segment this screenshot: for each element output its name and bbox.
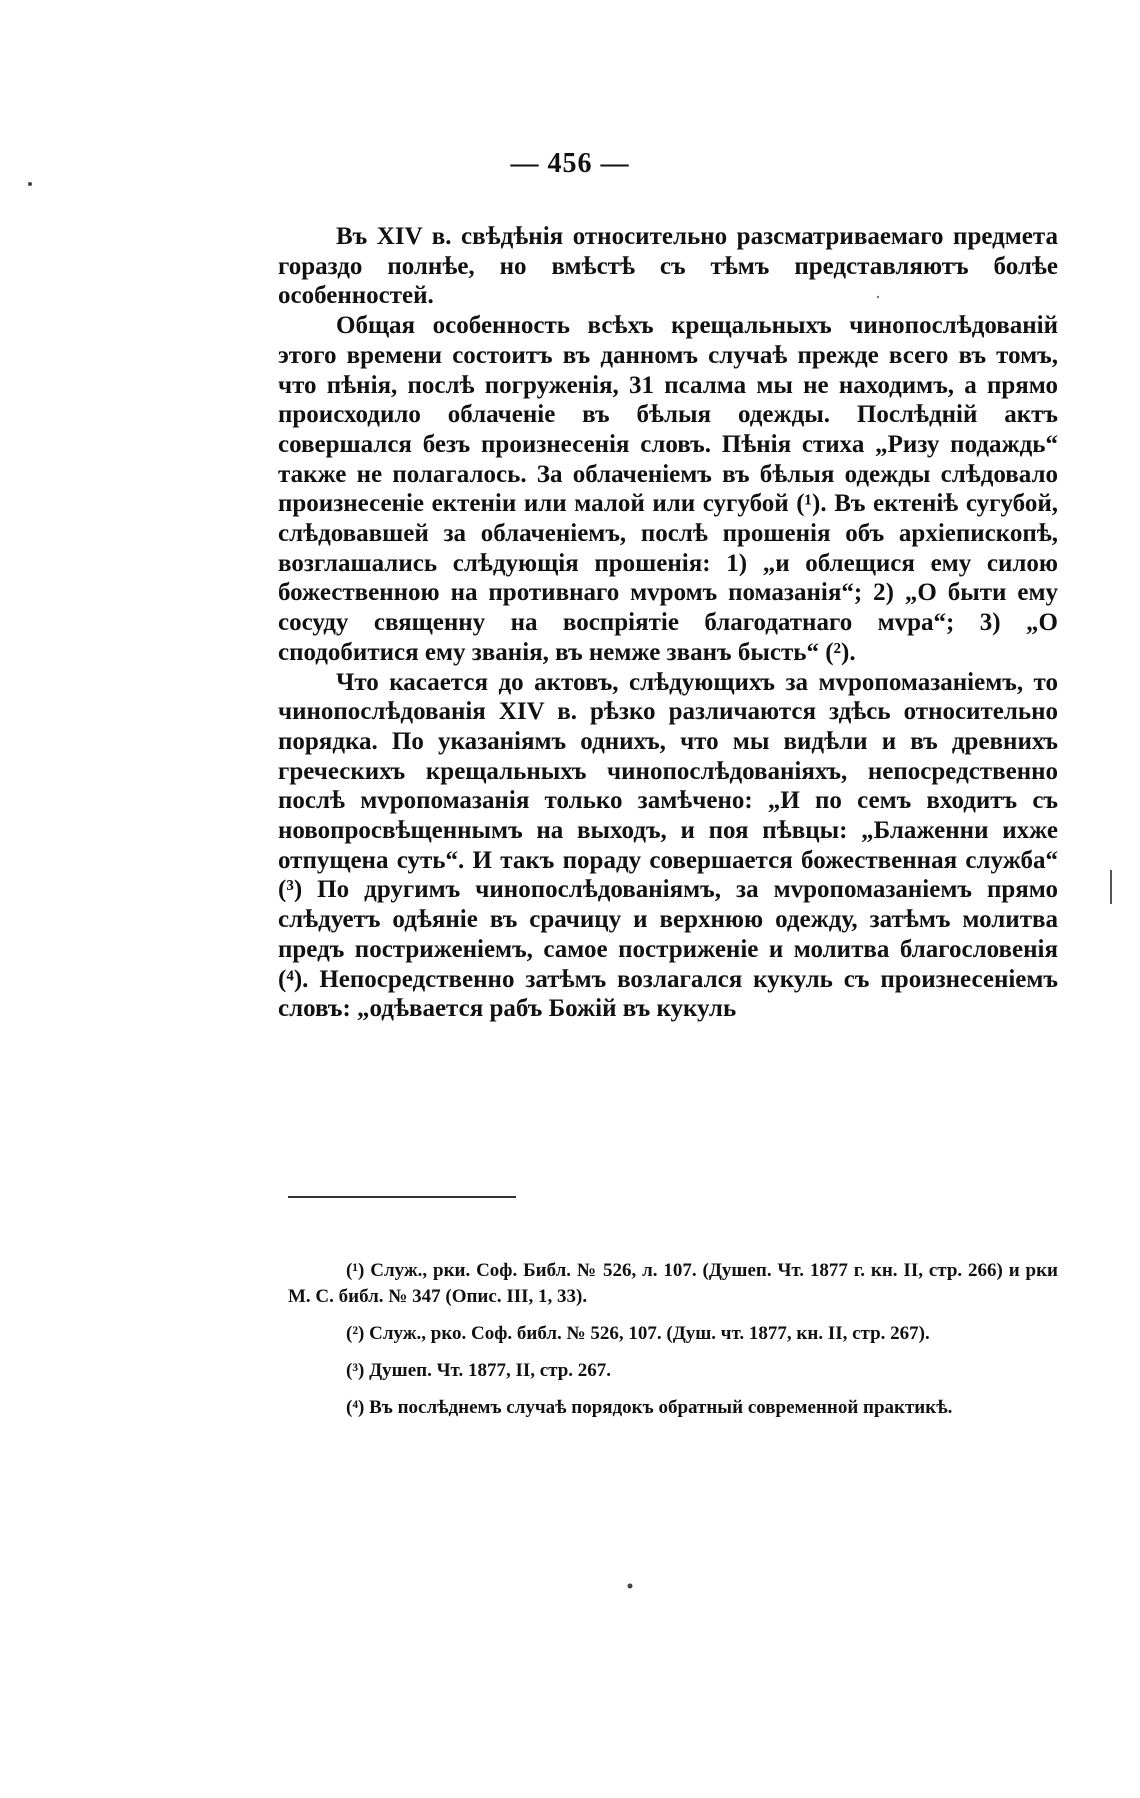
paragraph: Что касается до актовъ, слѣдующихъ за мvропомазаніемъ, то чинопослѣдованія XIV в. рѣзко различаются здѣсь относительно порядка. По указаніямъ однихъ, что мы видѣли и въ древнихъ греческихъ крещальныхъ чинопослѣдованіяхъ, непосредственно послѣ мvропомазанія только замѣчено: „И по семъ входитъ съ новопросвѣщеннымъ на выходъ, и поя пѣвцы: „Блаженни ихже отпущена суть“. И такъ пораду совершается божественная служба“ (³) По другимъ чинопослѣдованіямъ, за мvропомазаніемъ прямо слѣдуетъ одѣяніе въ срачицу и верхнюю одежду, затѣмъ молитва предъ постриженіемъ, самое постриженіе и молитва благословенія (⁴). Непосредственно затѣмъ возлагался кукуль съ произнесеніемъ словъ: „одѣвается рабъ Божій въ кукуль — [278, 668, 1058, 1023]
footnote: (¹) Служ., рки. Соф. Библ. № 526, л. 107. (Душеп. Чт. 1877 г. кн. II, стр. 266) и рки М. С. библ. № 347 (Опис. III, 1, 33). — [288, 1260, 1058, 1307]
speck — [628, 1584, 633, 1589]
paragraph: Общая особенность всѣхъ крещальныхъ чинопослѣдованій этого времени состоитъ въ данномъ случаѣ прежде всего въ томъ, что пѣнія, послѣ погруженія, 31 псалма мы не находимъ, а прямо происходило облаченіе въ бѣлыя одежды. Послѣдній актъ совершался безъ произнесенія словъ. Пѣнія стиха „Ризу подаждь“ также не полагалось. За облаченіемъ въ бѣлыя одежды слѣдовало произнесеніе ектеніи или малой или сугубой (¹). Въ ектеніѣ сугубой, слѣдовавшей за облаченіемъ, послѣ прошенія объ архіепископѣ, возглашались слѣдующія прошенія: 1) „и облещися ему силою божественною на противнаго мvромъ помазанія“; 2) „О быти ему сосуду священну на воспріятіе благодатнаго мvра“; 3) „О сподобитися ему званія, въ немже званъ бысть“ (²). — [278, 312, 1058, 666]
main-text — [278, 222, 1058, 1024]
footnote: (²) Служ., рко. Соф. библ. № 526, 107. (Душ. чт. 1877, кн. II, стр. 267). — [346, 1323, 930, 1344]
footnote: (⁴) Въ послѣднемъ случаѣ порядокъ обратный современной практикѣ. — [346, 1397, 953, 1418]
footnotes — [288, 1258, 1058, 1432]
page-number: — 456 — — [510, 148, 630, 179]
margin-mark — [1110, 870, 1112, 904]
footnote-separator — [288, 1196, 516, 1198]
footnote: (³) Душеп. Чт. 1877, II, стр. 267. — [346, 1360, 612, 1381]
speck — [28, 182, 32, 186]
paragraph: Въ XIV в. свѣдѣнія относительно разсматриваемаго предмета гораздо полнѣе, но вмѣстѣ съ тѣмъ представляютъ болѣе особенностей. — [278, 223, 1058, 310]
